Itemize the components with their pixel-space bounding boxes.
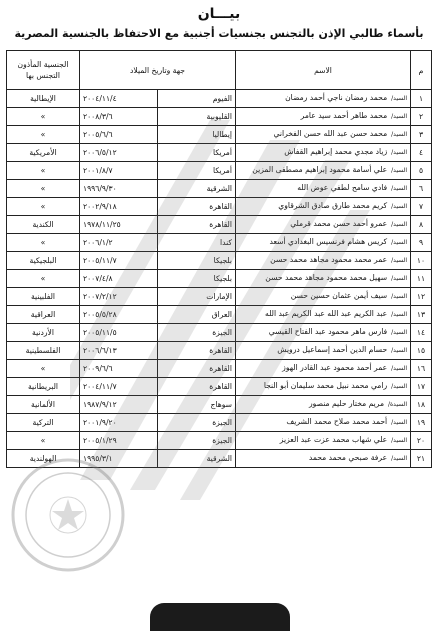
row-index: ١٠: [411, 252, 432, 270]
table-row: [7, 450, 432, 468]
row-birth-date: ١٩٧٨/١١/٢٥: [80, 216, 158, 234]
row-birth-place: أمريكا: [158, 144, 236, 162]
row-birth-place: سوهاج: [158, 396, 236, 414]
row-index: ٦: [411, 180, 432, 198]
names-table: [6, 50, 432, 468]
row-index: ٧: [411, 198, 432, 216]
row-birth-place: أمريكا: [158, 162, 236, 180]
row-nationality: الأمريكية: [7, 144, 80, 162]
row-birth-place: الشرقية: [158, 180, 236, 198]
row-nationality: »: [7, 180, 80, 198]
row-name: عمر محمد محمود مجاهد محمد حسن: [270, 255, 388, 264]
row-nationality: الإيطالية: [7, 90, 80, 108]
row-name-cell: [236, 108, 411, 126]
row-name-cell: [236, 288, 411, 306]
bottom-overlay-bar: [150, 603, 290, 631]
row-name: علي أسامة محمود إبراهيم مصطفى المزين: [252, 165, 388, 174]
row-index: ٢: [411, 108, 432, 126]
table-row: [7, 432, 432, 450]
row-title-prefix: السيد/: [391, 95, 407, 102]
row-birth-place: القاهرة: [158, 378, 236, 396]
row-name: عمرو أحمد حسن محمد قرملي: [290, 219, 388, 228]
row-name: أحمد محمد صلاح محمد الشريف: [286, 417, 388, 426]
row-index: ١٤: [411, 324, 432, 342]
row-name-cell: [236, 234, 411, 252]
row-index: ١: [411, 90, 432, 108]
row-title-prefix: السيد/: [391, 167, 407, 174]
row-birth-date: ١٩٩٥/٣/١: [80, 450, 158, 468]
row-nationality: »: [7, 162, 80, 180]
row-name-cell: [236, 378, 411, 396]
row-nationality: البلجيكية: [7, 252, 80, 270]
row-name-cell: [236, 90, 411, 108]
table-row: [7, 90, 432, 108]
row-birth-place: القاهرة: [158, 198, 236, 216]
row-name: مريم مختار حليم منصور: [309, 399, 385, 408]
row-index: ٥: [411, 162, 432, 180]
row-name: عمر أحمد محمود عبد القادر الهوز: [282, 363, 388, 372]
table-row: [7, 198, 432, 216]
row-birth-place: القاهرة: [158, 216, 236, 234]
row-title-prefix: السيد/: [391, 311, 407, 318]
row-title-prefix: السيد/: [391, 221, 407, 228]
table-row: [7, 144, 432, 162]
row-birth-place: الجيزة: [158, 432, 236, 450]
table-row: [7, 252, 432, 270]
header-index: م: [411, 51, 432, 90]
table-row: [7, 108, 432, 126]
row-name-cell: [236, 180, 411, 198]
row-name: محمد طاهر أحمد سيد عامر: [300, 111, 388, 120]
row-nationality: الفلسطينية: [7, 342, 80, 360]
row-name: زياد مجدي محمد إبراهيم القفاش: [284, 147, 388, 156]
row-index: ٩: [411, 234, 432, 252]
row-name-cell: [236, 270, 411, 288]
row-index: ٢١: [411, 450, 432, 468]
row-name: فادي سامح لطفي عوض الله: [297, 183, 388, 192]
row-title-prefix: السيد/: [391, 131, 407, 138]
header-nationality: الجنسية المأذون التجنس بها: [7, 51, 80, 90]
row-title-prefix: السيد/: [391, 383, 407, 390]
row-name: محمد رمضان ناجي أحمد رمضان: [285, 93, 388, 102]
row-nationality: الأردنية: [7, 324, 80, 342]
row-title-prefix: السيد/: [391, 437, 407, 444]
row-birth-place: بلجيكا: [158, 252, 236, 270]
row-nationality: الهولندية: [7, 450, 80, 468]
row-name: كريم محمد طارق صادق الشرقاوي: [278, 201, 388, 210]
row-index: ٢٠: [411, 432, 432, 450]
row-nationality: الكندية: [7, 216, 80, 234]
table-row: [7, 288, 432, 306]
row-nationality: »: [7, 108, 80, 126]
row-birth-place: الجيزة: [158, 324, 236, 342]
official-seal-stamp: [8, 455, 128, 575]
row-birth-date: ٢٠٠٥/٦/٦: [80, 126, 158, 144]
row-index: ٤: [411, 144, 432, 162]
row-birth-place: القاهرة: [158, 342, 236, 360]
row-nationality: »: [7, 360, 80, 378]
row-name: عرفة صبحي محمد محمد: [308, 453, 388, 462]
row-birth-place: الفيوم: [158, 90, 236, 108]
row-birth-place: العراق: [158, 306, 236, 324]
row-title-prefix: السيد/: [391, 365, 407, 372]
table-row: [7, 234, 432, 252]
row-birth-place: كندا: [158, 234, 236, 252]
row-name: كريس هشام فرنسيس البغدادي أسعد: [269, 237, 388, 246]
row-birth-date: ٢٠٠٨/٣/٦: [80, 108, 158, 126]
row-nationality: الألمانية: [7, 396, 80, 414]
row-index: ١١: [411, 270, 432, 288]
document-title: بيـــان: [197, 6, 241, 22]
row-title-prefix: السيد/: [391, 203, 407, 210]
row-title-prefix: السيد/: [391, 185, 407, 192]
row-name-cell: [236, 396, 411, 414]
row-nationality: »: [7, 234, 80, 252]
row-name-cell: [236, 432, 411, 450]
row-nationality: »: [7, 198, 80, 216]
row-birth-place: القليوبية: [158, 108, 236, 126]
table-row: [7, 126, 432, 144]
row-birth-date: ٢٠٠٦/٥/١٢: [80, 144, 158, 162]
table-row: [7, 360, 432, 378]
row-nationality: »: [7, 432, 80, 450]
row-birth-date: ٢٠٠٦/١/٢: [80, 234, 158, 252]
row-birth-date: ١٩٨٧/٩/١٢: [80, 396, 158, 414]
row-index: ١٥: [411, 342, 432, 360]
row-birth-date: ٢٠٠٧/٢/١٢: [80, 288, 158, 306]
header-name: الاسم: [236, 51, 411, 90]
row-birth-date: ٢٠٠٥/١١/٧: [80, 252, 158, 270]
table-row: [7, 270, 432, 288]
row-name-cell: [236, 198, 411, 216]
row-birth-place: القاهرة: [158, 360, 236, 378]
row-birth-date: ٢٠٠٦/٦/١٣: [80, 342, 158, 360]
row-birth-date: ٢٠٠٢/٩/١٨: [80, 198, 158, 216]
table-row: [7, 162, 432, 180]
row-title-prefix: السيدة/: [388, 401, 407, 408]
row-birth-place: الإمارات: [158, 288, 236, 306]
row-index: ٣: [411, 126, 432, 144]
row-name-cell: [236, 126, 411, 144]
row-birth-date: ٢٠٠١/٨/٧: [80, 162, 158, 180]
row-birth-date: ٢٠٠٥/٥/٢٨: [80, 306, 158, 324]
row-name: سيف أيمن عثمان حسين حسن: [290, 291, 388, 300]
document-subtitle: بأسماء طالبي الإذن بالتجنس بجنسيات أجنبية مع الاحتفاظ بالجنسية المصرية: [14, 27, 424, 40]
row-name-cell: [236, 306, 411, 324]
row-birth-date: ٢٠٠٥/١١/٥: [80, 324, 158, 342]
row-birth-date: ٢٠٠١/٩/٢٠: [80, 414, 158, 432]
row-birth-date: ١٩٩٦/٩/٣٠: [80, 180, 158, 198]
row-birth-place: الشرقية: [158, 450, 236, 468]
row-nationality: التركية: [7, 414, 80, 432]
row-birth-date: ٢٠٠٩/٦/٦: [80, 360, 158, 378]
row-name: محمد حسن عبد الله حسن الفخراني: [273, 129, 388, 138]
row-index: ١٧: [411, 378, 432, 396]
row-title-prefix: السيد/: [391, 347, 407, 354]
row-nationality: العراقية: [7, 306, 80, 324]
table-row: [7, 414, 432, 432]
table-row: [7, 342, 432, 360]
table-header-row: [7, 51, 432, 90]
row-nationality: البريطانية: [7, 378, 80, 396]
row-birth-date: ٢٠٠٥/١/٢٩: [80, 432, 158, 450]
row-name-cell: [236, 162, 411, 180]
row-birth-date: ٢٠٠٤/١١/٤: [80, 90, 158, 108]
table-row: [7, 396, 432, 414]
row-name: عبد الكريم عبد الله عبد الكريم عبد الله: [265, 309, 388, 318]
row-name: علي شهاب محمد عزت عبد العزيز: [279, 435, 388, 444]
row-name-cell: [236, 414, 411, 432]
row-title-prefix: السيد/: [391, 149, 407, 156]
row-name: فارس ماهر محمود عبد الفتاح القيسي: [268, 327, 388, 336]
row-nationality: »: [7, 270, 80, 288]
row-index: ١٦: [411, 360, 432, 378]
row-index: ١٨: [411, 396, 432, 414]
row-index: ٨: [411, 216, 432, 234]
row-title-prefix: السيد/: [391, 455, 407, 462]
table-row: [7, 306, 432, 324]
row-index: ١٩: [411, 414, 432, 432]
table-row: [7, 180, 432, 198]
row-name: رامي محمد نبيل محمد سليمان أبو النجا: [263, 381, 388, 390]
row-name-cell: [236, 450, 411, 468]
row-name-cell: [236, 360, 411, 378]
row-title-prefix: السيد/: [391, 239, 407, 246]
row-name-cell: [236, 324, 411, 342]
row-title-prefix: السيد/: [391, 293, 407, 300]
row-title-prefix: السيد/: [391, 329, 407, 336]
row-nationality: الفلبينية: [7, 288, 80, 306]
row-name: حسام الدين أحمد إسماعيل درويش: [277, 345, 388, 354]
row-title-prefix: السيد/: [391, 113, 407, 120]
row-birth-place: إيطاليا: [158, 126, 236, 144]
row-index: ١٣: [411, 306, 432, 324]
row-name-cell: [236, 216, 411, 234]
header-birth: جهة وتاريخ الميلاد: [80, 51, 236, 90]
table-row: [7, 324, 432, 342]
table-row: [7, 216, 432, 234]
row-birth-date: ٢٠٠٧/٤/٨: [80, 270, 158, 288]
row-name-cell: [236, 252, 411, 270]
table-row: [7, 378, 432, 396]
row-birth-date: ٢٠٠٤/١١/٧: [80, 378, 158, 396]
row-title-prefix: السيد/: [391, 257, 407, 264]
row-name: سهيل محمد محمود مجاهد محمد حسن: [265, 273, 388, 282]
row-name-cell: [236, 342, 411, 360]
row-nationality: »: [7, 126, 80, 144]
row-index: ١٢: [411, 288, 432, 306]
row-name-cell: [236, 144, 411, 162]
row-birth-place: بلجيكا: [158, 270, 236, 288]
row-title-prefix: السيد/: [391, 275, 407, 282]
row-title-prefix: السيد/: [391, 419, 407, 426]
row-birth-place: الجيزة: [158, 414, 236, 432]
